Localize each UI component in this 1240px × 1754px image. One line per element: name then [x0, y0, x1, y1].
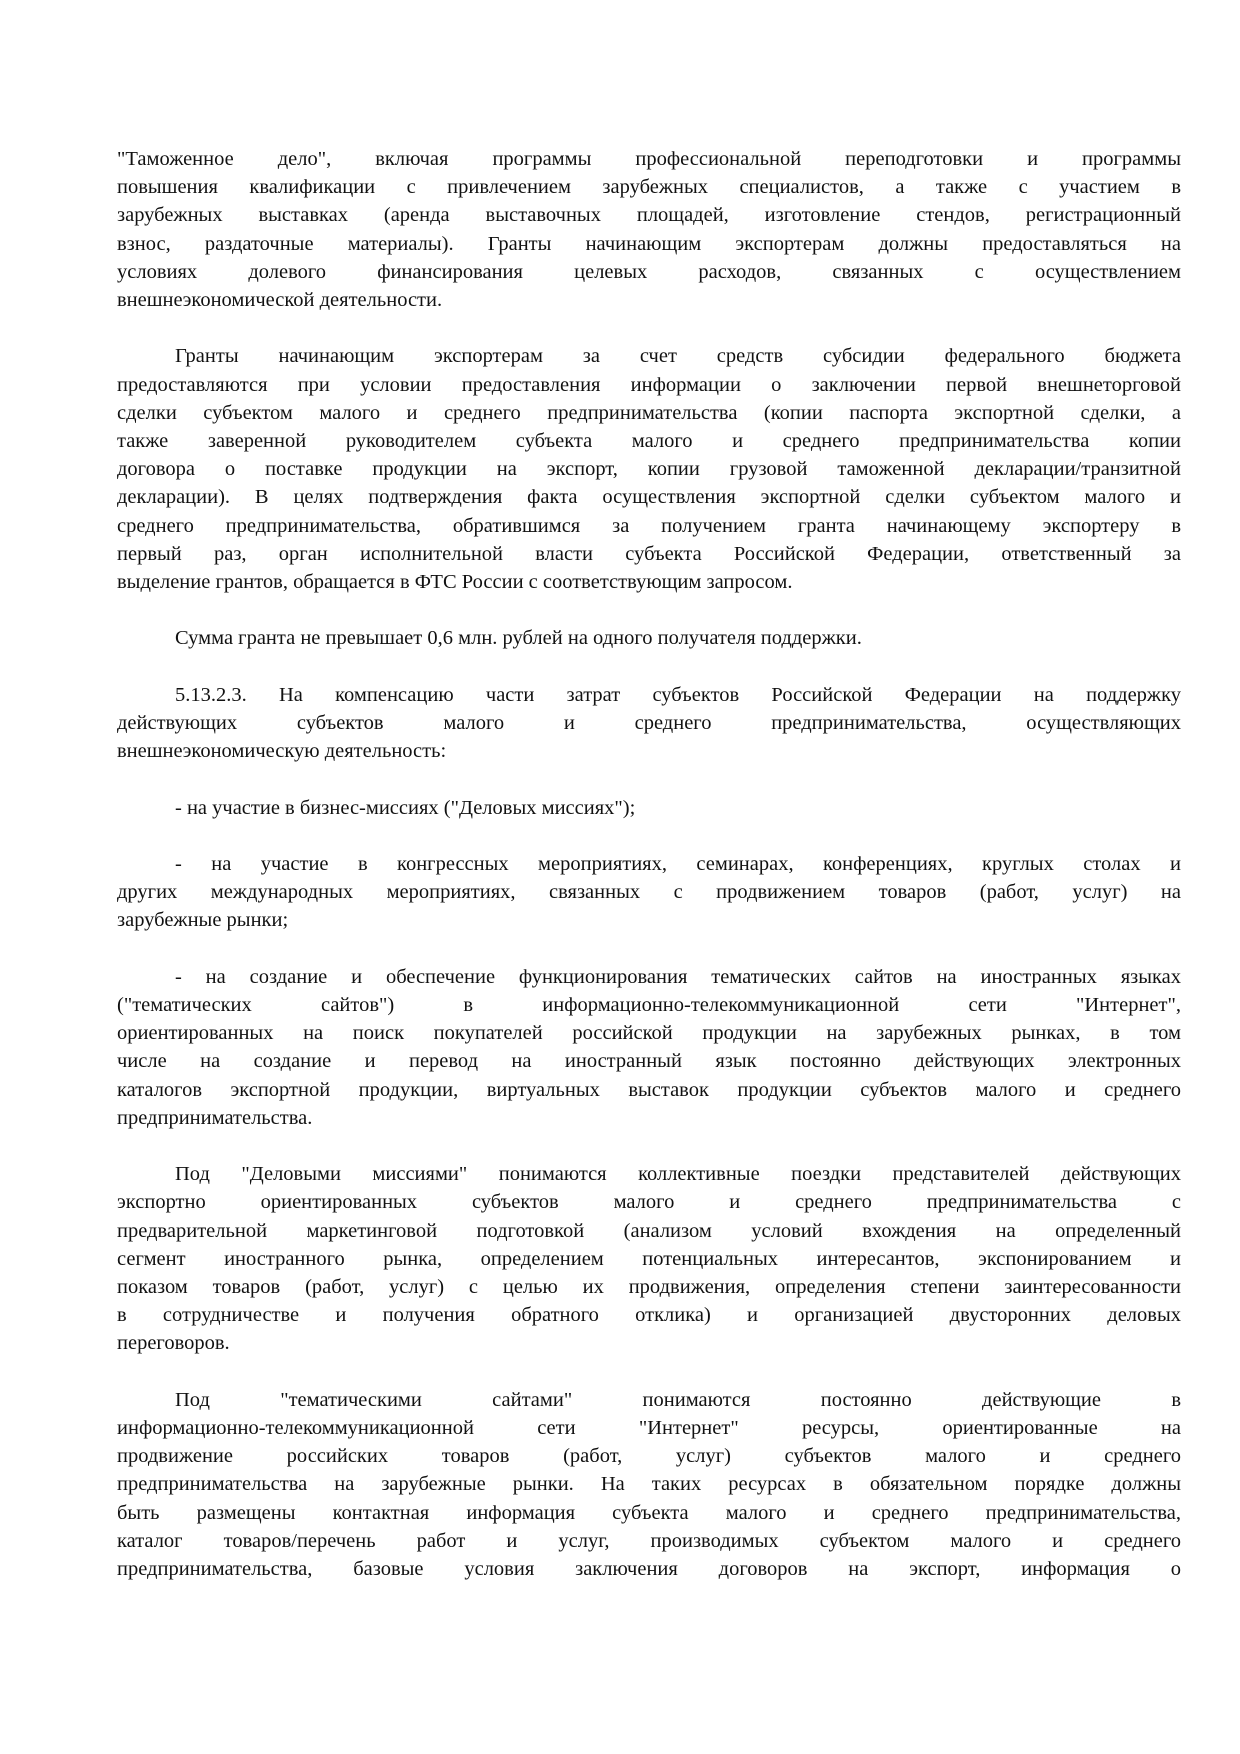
text-line: предпринимательства. — [117, 1106, 313, 1129]
text-line: Под "тематическими сайтами" понимаются постоянно действующие в — [175, 1388, 1181, 1411]
paragraph — [117, 681, 1181, 766]
text-line: условиях долевого финансирования целевых расходов, связанных с осуществлением — [117, 260, 1181, 283]
paragraph — [117, 963, 1181, 1132]
text-line: Под "Деловыми миссиями" понимаются коллективные поездки представителей действующих — [175, 1163, 1181, 1186]
text-line: переговоров. — [117, 1332, 230, 1355]
text-line: - на участие в бизнес-миссиях ("Деловых миссиях"); — [175, 796, 636, 819]
text-line: - на создание и обеспечение функционирования тематических сайтов на иностранных языках — [175, 965, 1181, 988]
text-line: взнос, раздаточные материалы). Гранты начинающим экспортерам должны предоставляться на — [117, 232, 1181, 255]
paragraph — [117, 145, 1181, 314]
text-line: числе на создание и перевод на иностранный язык постоянно действующих электронных — [117, 1050, 1181, 1073]
text-line: предпринимательства, базовые условия заключения договоров на экспорт, информация о — [117, 1558, 1181, 1581]
paragraph — [117, 1160, 1181, 1357]
text-line: первый раз, орган исполнительной власти субъекта Российской Федерации, ответственный за — [117, 542, 1181, 565]
text-line: - на участие в конгрессных мероприятиях, семинарах, конференциях, круглых столах и — [175, 853, 1181, 875]
text-line: зарубежные рынки; — [117, 909, 289, 932]
text-line: внешнеэкономическую деятельность: — [117, 740, 447, 763]
text-line: внешнеэкономической деятельности. — [117, 289, 443, 312]
document-page — [117, 145, 1181, 1611]
text-line: продвижение российских товаров (работ, услуг) субъектов малого и среднего — [117, 1445, 1181, 1468]
text-line: среднего предпринимательства, обратившимся за получением гранта начинающему экспортеру в — [117, 514, 1181, 537]
text-line: каталогов экспортной продукции, виртуальных выставок продукции субъектов малого и среднего — [117, 1078, 1181, 1101]
text-line: Сумма гранта не превышает 0,6 млн. рублей на одного получателя поддержки. — [175, 627, 862, 650]
text-line: выделение грантов, обращается в ФТС России с соответствующим запросом. — [117, 571, 793, 594]
text-line: предварительной маркетинговой подготовкой (анализом условий вхождения на определенный — [117, 1219, 1181, 1242]
text-line: действующих субъектов малого и среднего предпринимательства, осуществляющих — [117, 712, 1181, 735]
text-line: информационно-телекоммуникационной сети "Интернет" ресурсы, ориентированные на — [117, 1417, 1181, 1440]
text-line: сделки субъектом малого и среднего предпринимательства (копии паспорта экспортной сделки, а — [117, 401, 1181, 424]
text-line: Гранты начинающим экспортерам за счет средств субсидии федерального бюджета — [175, 345, 1181, 368]
text-line: 5.13.2.3. На компенсацию части затрат субъектов Российской Федерации на поддержку — [175, 683, 1181, 706]
text-line: "Таможенное дело", включая программы профессиональной переподготовки и программы — [117, 148, 1181, 170]
text-line: в сотрудничестве и получения обратного отклика) и организацией двусторонних деловых — [117, 1304, 1181, 1327]
paragraph — [117, 850, 1181, 935]
text-line: повышения квалификации с привлечением зарубежных специалистов, а также с участием в — [117, 176, 1181, 199]
text-line: декларации). В целях подтверждения факта осуществления экспортной сделки субъектом малого и — [117, 486, 1181, 509]
paragraph — [117, 1386, 1181, 1583]
text-line: предпринимательства на зарубежные рынки. На таких ресурсах в обязательном порядке должны — [117, 1473, 1181, 1496]
text-line: также заверенной руководителем субъекта малого и среднего предпринимательства копии — [117, 430, 1181, 453]
paragraph — [117, 624, 1181, 652]
paragraph — [117, 794, 1181, 822]
text-line: каталог товаров/перечень работ и услуг, производимых субъектом малого и среднего — [117, 1529, 1181, 1552]
text-line: быть размещены контактная информация субъекта малого и среднего предпринимательства, — [117, 1501, 1181, 1524]
text-line: сегмент иностранного рынка, определением потенциальных интересантов, экспонированием и — [117, 1247, 1181, 1270]
text-line: предоставляются при условии предоставления информации о заключении первой внешнеторговой — [117, 373, 1181, 396]
text-line: экспортно ориентированных субъектов малого и среднего предпринимательства с — [117, 1191, 1181, 1214]
text-line: зарубежных выставках (аренда выставочных площадей, изготовление стендов, регистрационный — [117, 204, 1181, 227]
text-line: ориентированных на поиск покупателей российской продукции на зарубежных рынках, в том — [117, 1022, 1181, 1045]
text-line: других международных мероприятиях, связанных с продвижением товаров (работ, услуг) на — [117, 881, 1181, 904]
paragraph — [117, 342, 1181, 596]
text-line: ("тематических сайтов") в информационно-телекоммуникационной сети "Интернет", — [117, 994, 1181, 1016]
text-line: договора о поставке продукции на экспорт, копии грузовой таможенной декларации/транзитной — [117, 458, 1181, 481]
text-line: показом товаров (работ, услуг) с целью их продвижения, определения степени заинтересованности — [117, 1276, 1181, 1299]
